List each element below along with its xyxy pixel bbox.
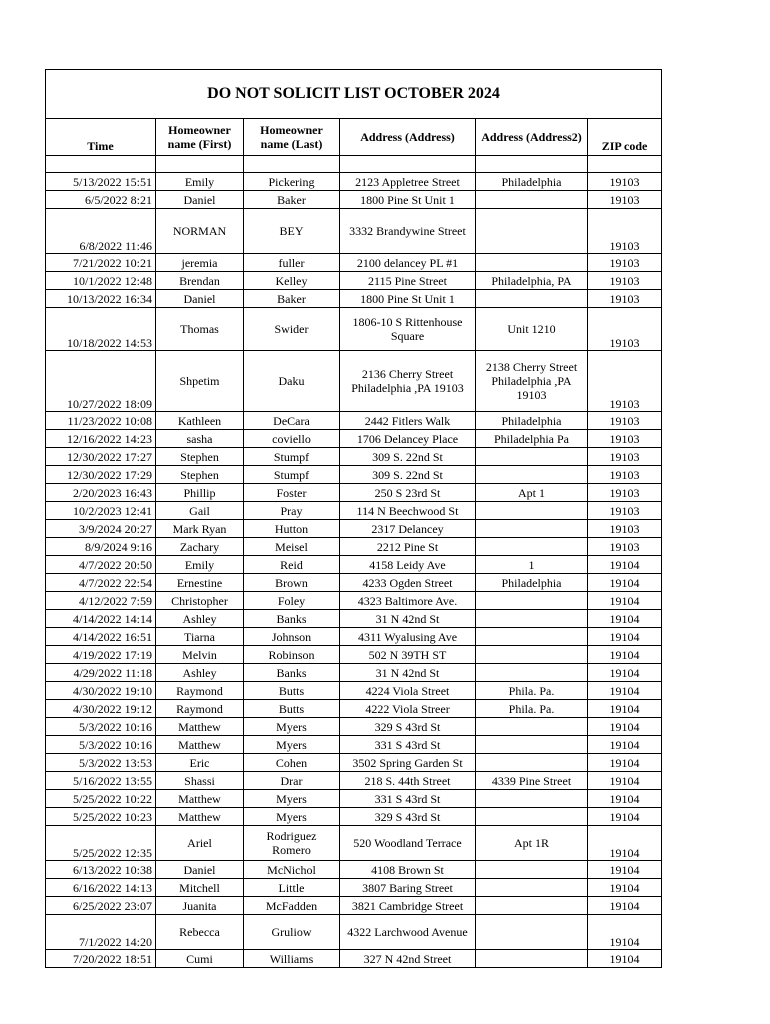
cell-address2 bbox=[476, 466, 588, 484]
cell-address: 2212 Pine St bbox=[340, 538, 476, 556]
cell-last: Banks bbox=[244, 610, 340, 628]
cell-first: NORMAN bbox=[156, 209, 244, 254]
cell-first: Thomas bbox=[156, 308, 244, 351]
cell-first: Raymond bbox=[156, 700, 244, 718]
cell-address: 4311 Wyalusing Ave bbox=[340, 628, 476, 646]
cell-first: Daniel bbox=[156, 290, 244, 308]
cell-time: 5/3/2022 10:16 bbox=[46, 736, 156, 754]
cell-zip: 19104 bbox=[588, 790, 662, 808]
cell-time: 2/20/2023 16:43 bbox=[46, 484, 156, 502]
cell-last: Banks bbox=[244, 664, 340, 682]
cell-zip: 19104 bbox=[588, 754, 662, 772]
cell-address: 3807 Baring Street bbox=[340, 879, 476, 897]
table-row bbox=[46, 272, 662, 290]
cell-last: coviello bbox=[244, 430, 340, 448]
cell-address: 31 N 42nd St bbox=[340, 610, 476, 628]
table-row bbox=[46, 826, 662, 861]
cell-address: 2100 delancey PL #1 bbox=[340, 254, 476, 272]
cell-address: 218 S. 44th Street bbox=[340, 772, 476, 790]
cell-zip: 19103 bbox=[588, 412, 662, 430]
table-row bbox=[46, 808, 662, 826]
cell-time: 5/16/2022 13:55 bbox=[46, 772, 156, 790]
cell-first: Stephen bbox=[156, 466, 244, 484]
cell-first: Rebecca bbox=[156, 915, 244, 950]
cell-first: Shpetim bbox=[156, 351, 244, 412]
cell-last: BEY bbox=[244, 209, 340, 254]
header-address: Address (Address) bbox=[340, 119, 476, 156]
table-row bbox=[46, 173, 662, 191]
cell-address: 3332 Brandywine Street bbox=[340, 209, 476, 254]
cell-last: Reid bbox=[244, 556, 340, 574]
cell-address2: Philadelphia bbox=[476, 574, 588, 592]
cell-first: Matthew bbox=[156, 736, 244, 754]
cell-last: Myers bbox=[244, 736, 340, 754]
cell-time: 10/1/2022 12:48 bbox=[46, 272, 156, 290]
cell-time: 12/30/2022 17:27 bbox=[46, 448, 156, 466]
cell-address2 bbox=[476, 448, 588, 466]
cell-last: Hutton bbox=[244, 520, 340, 538]
cell-address: 4323 Baltimore Ave. bbox=[340, 592, 476, 610]
cell-address2: Philadelphia bbox=[476, 412, 588, 430]
cell-address: 329 S 43rd St bbox=[340, 718, 476, 736]
cell-zip: 19103 bbox=[588, 430, 662, 448]
cell-address: 1800 Pine St Unit 1 bbox=[340, 290, 476, 308]
cell-address2 bbox=[476, 736, 588, 754]
cell-address: 502 N 39TH ST bbox=[340, 646, 476, 664]
cell-address2 bbox=[476, 915, 588, 950]
cell-last: Johnson bbox=[244, 628, 340, 646]
header-zip: ZIP code bbox=[588, 119, 662, 156]
cell-first: Ashley bbox=[156, 610, 244, 628]
table-row bbox=[46, 897, 662, 915]
cell-address2: Philadelphia bbox=[476, 173, 588, 191]
cell-last: Foley bbox=[244, 592, 340, 610]
cell-address: 2115 Pine Street bbox=[340, 272, 476, 290]
cell-zip: 19103 bbox=[588, 254, 662, 272]
table-row bbox=[46, 556, 662, 574]
cell-address2: Phila. Pa. bbox=[476, 700, 588, 718]
cell-first: Matthew bbox=[156, 808, 244, 826]
cell-first: Juanita bbox=[156, 897, 244, 915]
cell-time: 6/8/2022 11:46 bbox=[46, 209, 156, 254]
cell-last: fuller bbox=[244, 254, 340, 272]
cell-first: Stephen bbox=[156, 448, 244, 466]
cell-last: Pickering bbox=[244, 173, 340, 191]
table-row bbox=[46, 861, 662, 879]
cell-first: Eric bbox=[156, 754, 244, 772]
cell-first: Ernestine bbox=[156, 574, 244, 592]
cell-zip: 19104 bbox=[588, 592, 662, 610]
cell-time: 3/9/2024 20:27 bbox=[46, 520, 156, 538]
cell-zip: 19104 bbox=[588, 646, 662, 664]
cell-zip: 19104 bbox=[588, 736, 662, 754]
cell-address2 bbox=[476, 790, 588, 808]
cell-last: Myers bbox=[244, 790, 340, 808]
cell-time: 4/30/2022 19:12 bbox=[46, 700, 156, 718]
cell-last: Gruliow bbox=[244, 915, 340, 950]
cell-address: 1706 Delancey Place bbox=[340, 430, 476, 448]
table-row bbox=[46, 520, 662, 538]
table-row bbox=[46, 664, 662, 682]
cell-zip: 19104 bbox=[588, 897, 662, 915]
cell-first: Cumi bbox=[156, 950, 244, 968]
table-row bbox=[46, 628, 662, 646]
cell-first: sasha bbox=[156, 430, 244, 448]
cell-zip: 19104 bbox=[588, 808, 662, 826]
cell-address: 4222 Viola Streer bbox=[340, 700, 476, 718]
cell-address: 309 S. 22nd St bbox=[340, 448, 476, 466]
cell-zip: 19104 bbox=[588, 861, 662, 879]
cell-zip: 19104 bbox=[588, 950, 662, 968]
cell-first: Matthew bbox=[156, 790, 244, 808]
cell-last: Pray bbox=[244, 502, 340, 520]
cell-time: 6/13/2022 10:38 bbox=[46, 861, 156, 879]
cell-first: Mark Ryan bbox=[156, 520, 244, 538]
table-row bbox=[46, 502, 662, 520]
cell-time: 6/25/2022 23:07 bbox=[46, 897, 156, 915]
cell-address2 bbox=[476, 861, 588, 879]
cell-time: 7/1/2022 14:20 bbox=[46, 915, 156, 950]
header-time: Time bbox=[46, 119, 156, 156]
table-row bbox=[46, 466, 662, 484]
cell-last: Butts bbox=[244, 682, 340, 700]
cell-address2: Philadelphia Pa bbox=[476, 430, 588, 448]
cell-last: Butts bbox=[244, 700, 340, 718]
cell-first: Daniel bbox=[156, 861, 244, 879]
cell-last: Stumpf bbox=[244, 466, 340, 484]
cell-last: Swider bbox=[244, 308, 340, 351]
cell-zip: 19104 bbox=[588, 610, 662, 628]
cell-address2 bbox=[476, 950, 588, 968]
cell-address2: 1 bbox=[476, 556, 588, 574]
cell-last: DeCara bbox=[244, 412, 340, 430]
table-row bbox=[46, 790, 662, 808]
cell-address2 bbox=[476, 209, 588, 254]
cell-address: 4224 Viola Street bbox=[340, 682, 476, 700]
cell-time: 5/13/2022 15:51 bbox=[46, 173, 156, 191]
table-row bbox=[46, 772, 662, 790]
cell-first: Kathleen bbox=[156, 412, 244, 430]
cell-first: Raymond bbox=[156, 682, 244, 700]
cell-zip: 19104 bbox=[588, 574, 662, 592]
header-address2: Address (Address2) bbox=[476, 119, 588, 156]
cell-address: 4108 Brown St bbox=[340, 861, 476, 879]
cell-last: McNichol bbox=[244, 861, 340, 879]
cell-time: 5/25/2022 10:23 bbox=[46, 808, 156, 826]
cell-address: 1800 Pine St Unit 1 bbox=[340, 191, 476, 209]
cell-first: Daniel bbox=[156, 191, 244, 209]
header-first-name: Homeowner name (First) bbox=[156, 119, 244, 156]
cell-address2 bbox=[476, 897, 588, 915]
cell-address2 bbox=[476, 718, 588, 736]
table-row bbox=[46, 574, 662, 592]
cell-last: Drar bbox=[244, 772, 340, 790]
cell-address: 331 S 43rd St bbox=[340, 790, 476, 808]
cell-first: Gail bbox=[156, 502, 244, 520]
cell-address: 331 S 43rd St bbox=[340, 736, 476, 754]
cell-zip: 19103 bbox=[588, 484, 662, 502]
cell-first: Brendan bbox=[156, 272, 244, 290]
table-row bbox=[46, 290, 662, 308]
cell-time: 4/29/2022 11:18 bbox=[46, 664, 156, 682]
cell-address: 2442 Fitlers Walk bbox=[340, 412, 476, 430]
cell-zip: 19104 bbox=[588, 628, 662, 646]
table-row bbox=[46, 915, 662, 950]
cell-address2 bbox=[476, 538, 588, 556]
cell-last: Meisel bbox=[244, 538, 340, 556]
cell-last: Williams bbox=[244, 950, 340, 968]
cell-zip: 19103 bbox=[588, 308, 662, 351]
cell-zip: 19103 bbox=[588, 502, 662, 520]
cell-last: Baker bbox=[244, 191, 340, 209]
cell-time: 4/12/2022 7:59 bbox=[46, 592, 156, 610]
cell-address: 4158 Leidy Ave bbox=[340, 556, 476, 574]
cell-time: 5/3/2022 10:16 bbox=[46, 718, 156, 736]
table-row bbox=[46, 700, 662, 718]
table-row bbox=[46, 610, 662, 628]
cell-time: 10/13/2022 16:34 bbox=[46, 290, 156, 308]
cell-zip: 19104 bbox=[588, 556, 662, 574]
table-body bbox=[46, 173, 662, 968]
table-row bbox=[46, 484, 662, 502]
cell-last: Daku bbox=[244, 351, 340, 412]
table-row bbox=[46, 718, 662, 736]
cell-last: Myers bbox=[244, 718, 340, 736]
cell-address: 31 N 42nd St bbox=[340, 664, 476, 682]
cell-address: 327 N 42nd Street bbox=[340, 950, 476, 968]
cell-address: 114 N Beechwood St bbox=[340, 502, 476, 520]
cell-zip: 19103 bbox=[588, 351, 662, 412]
table-row bbox=[46, 448, 662, 466]
cell-address2: Philadelphia, PA bbox=[476, 272, 588, 290]
cell-first: Phillip bbox=[156, 484, 244, 502]
cell-time: 4/7/2022 20:50 bbox=[46, 556, 156, 574]
cell-zip: 19103 bbox=[588, 173, 662, 191]
cell-address2 bbox=[476, 610, 588, 628]
cell-address2 bbox=[476, 254, 588, 272]
cell-zip: 19104 bbox=[588, 915, 662, 950]
cell-zip: 19104 bbox=[588, 879, 662, 897]
cell-first: Emily bbox=[156, 556, 244, 574]
cell-address2 bbox=[476, 191, 588, 209]
cell-time: 10/27/2022 18:09 bbox=[46, 351, 156, 412]
cell-address2: Apt 1 bbox=[476, 484, 588, 502]
cell-first: Mitchell bbox=[156, 879, 244, 897]
cell-address2 bbox=[476, 290, 588, 308]
cell-zip: 19104 bbox=[588, 700, 662, 718]
table-row bbox=[46, 191, 662, 209]
cell-zip: 19104 bbox=[588, 826, 662, 861]
table-row bbox=[46, 308, 662, 351]
cell-time: 6/5/2022 8:21 bbox=[46, 191, 156, 209]
cell-address: 520 Woodland Terrace bbox=[340, 826, 476, 861]
cell-last: Cohen bbox=[244, 754, 340, 772]
cell-last: Foster bbox=[244, 484, 340, 502]
cell-last: Myers bbox=[244, 808, 340, 826]
cell-address2: 4339 Pine Street bbox=[476, 772, 588, 790]
cell-address: 2136 Cherry Street Philadelphia ,PA 19103 bbox=[340, 351, 476, 412]
cell-last: Robinson bbox=[244, 646, 340, 664]
cell-time: 6/16/2022 14:13 bbox=[46, 879, 156, 897]
cell-address2 bbox=[476, 879, 588, 897]
cell-address2 bbox=[476, 502, 588, 520]
cell-time: 4/14/2022 14:14 bbox=[46, 610, 156, 628]
cell-address2: Apt 1R bbox=[476, 826, 588, 861]
table-row bbox=[46, 646, 662, 664]
cell-time: 10/2/2023 12:41 bbox=[46, 502, 156, 520]
cell-address2 bbox=[476, 754, 588, 772]
cell-address: 2317 Delancey bbox=[340, 520, 476, 538]
cell-zip: 19103 bbox=[588, 538, 662, 556]
cell-address2 bbox=[476, 628, 588, 646]
cell-address2 bbox=[476, 592, 588, 610]
list-title: DO NOT SOLICIT LIST OCTOBER 2024 bbox=[46, 70, 662, 119]
cell-first: Ashley bbox=[156, 664, 244, 682]
cell-address2: 2138 Cherry Street Philadelphia ,PA 19103 bbox=[476, 351, 588, 412]
cell-address: 3821 Cambridge Street bbox=[340, 897, 476, 915]
table-row bbox=[46, 879, 662, 897]
cell-address: 250 S 23rd St bbox=[340, 484, 476, 502]
cell-address: 1806-10 S Rittenhouse Square bbox=[340, 308, 476, 351]
cell-time: 12/30/2022 17:29 bbox=[46, 466, 156, 484]
cell-address2 bbox=[476, 646, 588, 664]
cell-last: Baker bbox=[244, 290, 340, 308]
cell-first: Zachary bbox=[156, 538, 244, 556]
cell-time: 7/20/2022 18:51 bbox=[46, 950, 156, 968]
cell-first: Shassi bbox=[156, 772, 244, 790]
cell-time: 7/21/2022 10:21 bbox=[46, 254, 156, 272]
table-row bbox=[46, 682, 662, 700]
cell-time: 4/14/2022 16:51 bbox=[46, 628, 156, 646]
table-row bbox=[46, 351, 662, 412]
cell-zip: 19103 bbox=[588, 209, 662, 254]
cell-address: 4233 Ogden Street bbox=[340, 574, 476, 592]
cell-time: 5/3/2022 13:53 bbox=[46, 754, 156, 772]
cell-address: 3502 Spring Garden St bbox=[340, 754, 476, 772]
cell-time: 12/16/2022 14:23 bbox=[46, 430, 156, 448]
table-row bbox=[46, 736, 662, 754]
cell-last: Stumpf bbox=[244, 448, 340, 466]
cell-address: 309 S. 22nd St bbox=[340, 466, 476, 484]
cell-zip: 19103 bbox=[588, 191, 662, 209]
table-row bbox=[46, 538, 662, 556]
cell-address2 bbox=[476, 520, 588, 538]
cell-zip: 19103 bbox=[588, 290, 662, 308]
cell-first: Tiarna bbox=[156, 628, 244, 646]
cell-time: 4/7/2022 22:54 bbox=[46, 574, 156, 592]
cell-address: 2123 Appletree Street bbox=[340, 173, 476, 191]
cell-zip: 19103 bbox=[588, 272, 662, 290]
cell-time: 4/19/2022 17:19 bbox=[46, 646, 156, 664]
cell-zip: 19104 bbox=[588, 718, 662, 736]
cell-last: Rodriguez Romero bbox=[244, 826, 340, 861]
cell-zip: 19104 bbox=[588, 772, 662, 790]
cell-time: 5/25/2022 12:35 bbox=[46, 826, 156, 861]
cell-zip: 19104 bbox=[588, 664, 662, 682]
cell-last: McFadden bbox=[244, 897, 340, 915]
cell-first: Ariel bbox=[156, 826, 244, 861]
cell-last: Brown bbox=[244, 574, 340, 592]
cell-time: 11/23/2022 10:08 bbox=[46, 412, 156, 430]
cell-time: 10/18/2022 14:53 bbox=[46, 308, 156, 351]
cell-zip: 19103 bbox=[588, 520, 662, 538]
table-row bbox=[46, 430, 662, 448]
cell-first: Emily bbox=[156, 173, 244, 191]
table-row bbox=[46, 412, 662, 430]
cell-last: Kelley bbox=[244, 272, 340, 290]
cell-zip: 19104 bbox=[588, 682, 662, 700]
header-last-name: Homeowner name (Last) bbox=[244, 119, 340, 156]
cell-address2 bbox=[476, 808, 588, 826]
cell-address: 329 S 43rd St bbox=[340, 808, 476, 826]
table-row bbox=[46, 209, 662, 254]
cell-first: jeremia bbox=[156, 254, 244, 272]
cell-first: Melvin bbox=[156, 646, 244, 664]
solicit-table bbox=[45, 69, 662, 968]
cell-address2 bbox=[476, 664, 588, 682]
cell-zip: 19103 bbox=[588, 466, 662, 484]
cell-zip: 19103 bbox=[588, 448, 662, 466]
cell-last: Little bbox=[244, 879, 340, 897]
blank-row bbox=[46, 156, 662, 173]
cell-first: Christopher bbox=[156, 592, 244, 610]
table-row bbox=[46, 592, 662, 610]
cell-time: 8/9/2024 9:16 bbox=[46, 538, 156, 556]
cell-address: 4322 Larchwood Avenue bbox=[340, 915, 476, 950]
table-row bbox=[46, 950, 662, 968]
cell-time: 5/25/2022 10:22 bbox=[46, 790, 156, 808]
table-row bbox=[46, 754, 662, 772]
cell-time: 4/30/2022 19:10 bbox=[46, 682, 156, 700]
table-row bbox=[46, 254, 662, 272]
cell-address2: Unit 1210 bbox=[476, 308, 588, 351]
cell-address2: Phila. Pa. bbox=[476, 682, 588, 700]
solicit-list-sheet bbox=[45, 69, 661, 968]
cell-first: Matthew bbox=[156, 718, 244, 736]
